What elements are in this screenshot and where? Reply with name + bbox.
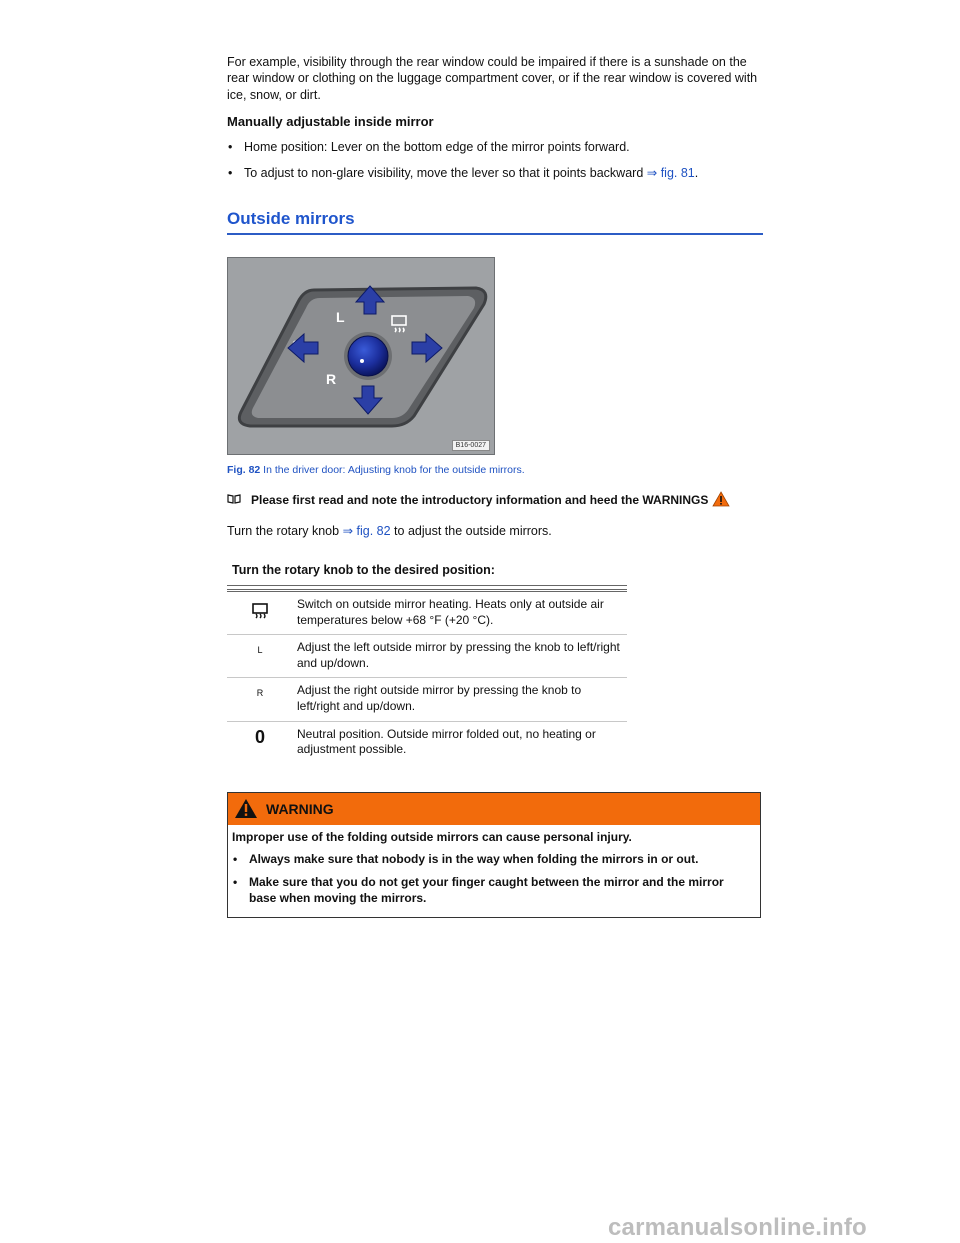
warning-header — [228, 793, 760, 825]
page-content — [227, 54, 763, 918]
warning-body — [228, 825, 760, 917]
table-caption: Turn the rotary knob to the desired position: — [232, 562, 495, 577]
table-cell: Adjust the right outside mirror by pressing the knob to left/right and up/down. — [293, 678, 627, 721]
warning-lead: Improper use of the folding outside mirrors can cause personal injury. — [232, 829, 632, 844]
table-cell: Neutral position. Outside mirror folded out, no heating or adjustment possible. — [297, 726, 596, 757]
intro-paragraph: For example, visibility through the rear window could be impaired if there is a sunshade on the rear window or clothing on the luggage compartment cover, or if the rear window is covered with ice, snow, or dirt. — [227, 55, 758, 102]
warning-triangle-icon — [712, 491, 730, 512]
knob-positions-table — [227, 562, 627, 764]
table-row — [227, 635, 627, 678]
bullet-text: Home position: Lever on the bottom edge of the mirror points forward. — [244, 139, 630, 154]
table-cell: Switch on outside mirror heating. Heats only at outside air temperatures below +68 °F (+20 °C). — [293, 590, 627, 634]
table-symbol: L — [227, 635, 293, 678]
warning-bullet-text: Always make sure that nobody is in the way when folding the mirrors in or out. — [249, 852, 699, 867]
inside-mirror-heading: Manually adjustable inside mirror — [227, 113, 434, 129]
warning-bullet-text: Make sure that you do not get your finger caught between the mirror and the mirror base when moving the mirrors. — [249, 874, 724, 905]
fig-81-link[interactable]: ⇒ fig. 81 — [646, 165, 695, 180]
table-symbol: R — [227, 678, 293, 721]
warning-box — [227, 792, 761, 918]
turn-paragraph: Turn the rotary knob ⇒ fig. 82 to adjust the outside mirrors. — [227, 524, 552, 539]
section-title: Outside mirrors — [227, 208, 763, 235]
list-item: • Always make sure that nobody is in the way when folding the mirrors in or out. — [233, 852, 699, 867]
figure-caption: Fig. 82 In the driver door: Adjusting knob for the outside mirrors. — [227, 464, 525, 477]
watermark: carmanualsonline.info — [608, 1214, 867, 1241]
table-cell: Adjust the left outside mirror by pressing the knob to left/right and up/down. — [293, 635, 627, 678]
fig-82-link[interactable]: ⇒ fig. 82 — [342, 524, 391, 539]
table-row — [227, 590, 627, 634]
table-row — [227, 721, 627, 764]
book-icon — [227, 493, 241, 509]
knob-label-l: L — [336, 309, 345, 326]
bullet-text: To adjust to non-glare visibility, move the lever so that it points backward — [244, 165, 647, 180]
warning-title: WARNING — [266, 800, 334, 817]
list-item: • Home position: Lever on the bottom edge of the mirror points forward. — [228, 139, 630, 154]
figure-code: B16-0027 — [452, 440, 490, 451]
list-item: • To adjust to non-glare visibility, move the lever so that it points backward ⇒ fig. 81. — [228, 165, 699, 180]
knob-label-r: R — [326, 371, 337, 388]
heating-position-cell — [227, 590, 293, 634]
table-row — [227, 678, 627, 721]
mirror-knob-figure — [227, 257, 495, 455]
mirror-knob-illustration — [228, 258, 494, 454]
table-symbol: 0 — [254, 726, 265, 747]
notice-line — [227, 491, 763, 512]
list-item: • Make sure that you do not get your finger caught between the mirror and the mirror base when moving the mirrors. — [233, 874, 724, 905]
warning-icon — [234, 798, 258, 819]
mirror-heating-icon — [251, 612, 269, 622]
notice-text: Please first read and note the introductory information and heed the WARNINGS — [251, 493, 709, 508]
